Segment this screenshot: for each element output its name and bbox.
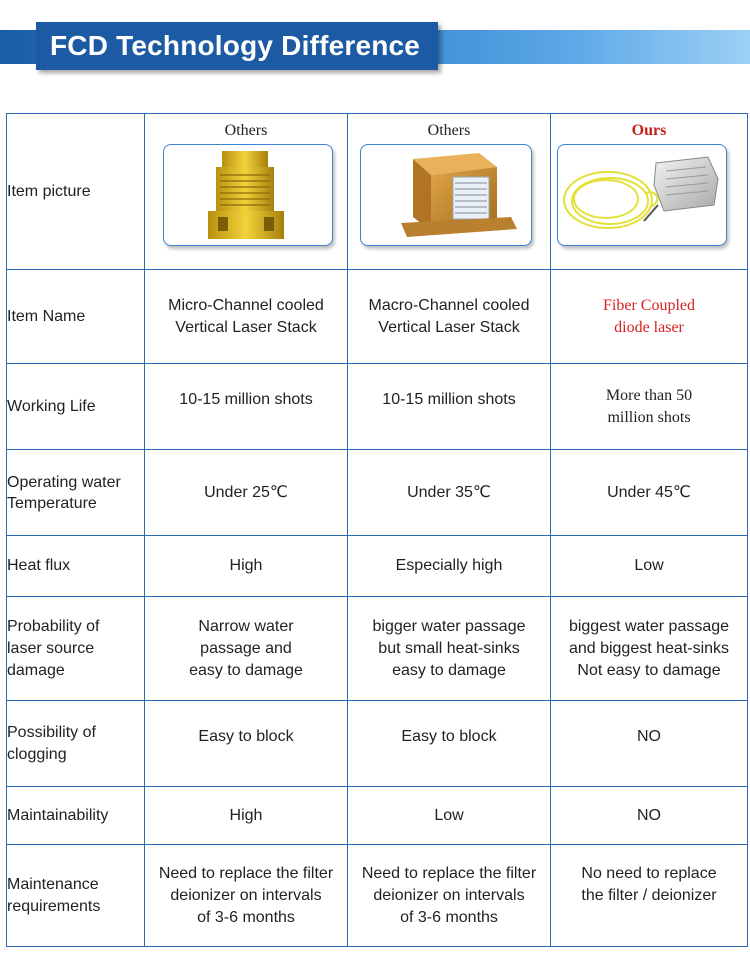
cell-others-2 xyxy=(348,364,551,450)
cell-line: of 3-6 months xyxy=(400,908,498,926)
cell-others-2 xyxy=(348,597,551,701)
cell-line: and biggest heat-sinks xyxy=(568,639,730,657)
cell-line: Under 35℃ xyxy=(407,483,491,501)
row-maintenance-requirements xyxy=(7,845,748,947)
cell-ours xyxy=(551,845,748,947)
comparison-table xyxy=(6,113,748,947)
cell-ours xyxy=(551,787,748,845)
cell-line: deionizer on intervals xyxy=(373,886,525,904)
row-label-line: Maintenance xyxy=(7,875,99,893)
row-item-name xyxy=(7,270,748,364)
cell-line: Easy to block xyxy=(198,727,294,745)
cell-line: easy to damage xyxy=(392,661,506,679)
cell-line: NO xyxy=(637,727,661,745)
cell-line: diode laser xyxy=(614,318,684,336)
cell-line: Narrow water xyxy=(198,617,294,635)
cell-ours xyxy=(551,364,748,450)
row-label: Working Life xyxy=(7,364,145,450)
cell-line: bigger water passage xyxy=(372,617,526,635)
cell-others-2 xyxy=(348,701,551,787)
macro-channel-stack-image xyxy=(360,144,532,246)
cell-others-1 xyxy=(145,787,348,845)
row-label-line: Probability of xyxy=(7,617,100,635)
column-label-others-2: Others xyxy=(427,122,471,139)
cell-others-1 xyxy=(145,536,348,597)
cell-line: Vertical Laser Stack xyxy=(378,318,520,336)
cell-ours xyxy=(551,270,748,364)
row-label-line: requirements xyxy=(7,897,101,915)
cell-line: High xyxy=(229,806,263,824)
cell-line: deionizer on intervals xyxy=(170,886,322,904)
picture-cell-ours xyxy=(551,114,748,270)
cell-line: easy to damage xyxy=(189,661,303,679)
cell-others-1 xyxy=(145,845,348,947)
cell-others-2 xyxy=(348,787,551,845)
cell-line: Macro-Channel cooled xyxy=(368,296,530,314)
row-label: Item picture xyxy=(7,114,145,270)
column-label-others-1: Others xyxy=(224,122,268,139)
row-maintainability xyxy=(7,787,748,845)
cell-others-1 xyxy=(145,597,348,701)
cell-ours xyxy=(551,597,748,701)
micro-channel-stack-image xyxy=(163,144,333,246)
cell-line: 10-15 million shots xyxy=(382,390,516,408)
cell-line: More than 50 xyxy=(605,386,693,404)
row-label: Maintainability xyxy=(7,787,145,845)
row-item-picture xyxy=(7,114,748,270)
cell-others-2 xyxy=(348,450,551,536)
row-label: Heat flux xyxy=(7,536,145,597)
row-working-life xyxy=(7,364,748,450)
cell-line: Vertical Laser Stack xyxy=(175,318,317,336)
cell-line: Fiber Coupled xyxy=(603,296,695,314)
row-label-line: Operating water xyxy=(7,473,121,491)
cell-line: 10-15 million shots xyxy=(179,390,313,408)
picture-cell-others-1 xyxy=(145,114,348,270)
cell-line: the filter / deionizer xyxy=(581,886,717,904)
row-label xyxy=(7,597,145,701)
cell-ours xyxy=(551,536,748,597)
row-label-line: laser source xyxy=(7,639,95,657)
row-label xyxy=(7,450,145,536)
cell-line: Under 25℃ xyxy=(204,483,288,501)
row-label-line: clogging xyxy=(7,745,67,763)
cell-line: Under 45℃ xyxy=(607,483,691,501)
cell-others-2 xyxy=(348,536,551,597)
row-label-line: Possibility of xyxy=(7,723,96,741)
cell-line: Easy to block xyxy=(401,727,497,745)
row-label-line: Temperature xyxy=(7,494,97,512)
row-label xyxy=(7,845,145,947)
cell-line: Low xyxy=(634,557,664,574)
cell-line: NO xyxy=(637,806,661,824)
row-probability-of-damage xyxy=(7,597,748,701)
column-label-ours: Ours xyxy=(631,122,667,139)
cell-line: but small heat-sinks xyxy=(378,639,520,657)
cell-others-1 xyxy=(145,364,348,450)
cell-line: Not easy to damage xyxy=(577,661,721,679)
cell-others-2 xyxy=(348,845,551,947)
fiber-coupled-laser-image xyxy=(557,144,727,246)
cell-line: of 3-6 months xyxy=(197,908,295,926)
cell-line: High xyxy=(229,557,263,574)
page-title: FCD Technology Difference xyxy=(36,22,438,70)
cell-line: Need to replace the filter xyxy=(361,864,537,882)
cell-others-2 xyxy=(348,270,551,364)
cell-line: passage and xyxy=(200,639,292,657)
cell-others-1 xyxy=(145,701,348,787)
picture-cell-others-2 xyxy=(348,114,551,270)
row-label-line: damage xyxy=(7,661,65,679)
row-possibility-of-clogging xyxy=(7,701,748,787)
cell-line: Need to replace the filter xyxy=(158,864,334,882)
row-label xyxy=(7,701,145,787)
cell-line: No need to replace xyxy=(581,864,717,882)
cell-line: biggest water passage xyxy=(568,617,730,635)
cell-line: Low xyxy=(434,806,464,824)
cell-line: Micro-Channel cooled xyxy=(168,296,324,314)
row-heat-flux xyxy=(7,536,748,597)
cell-line: Especially high xyxy=(395,557,503,574)
cell-ours xyxy=(551,450,748,536)
cell-others-1 xyxy=(145,270,348,364)
cell-ours xyxy=(551,701,748,787)
row-label: Item Name xyxy=(7,270,145,364)
cell-others-1 xyxy=(145,450,348,536)
cell-line: million shots xyxy=(607,408,691,426)
row-operating-water-temperature xyxy=(7,450,748,536)
